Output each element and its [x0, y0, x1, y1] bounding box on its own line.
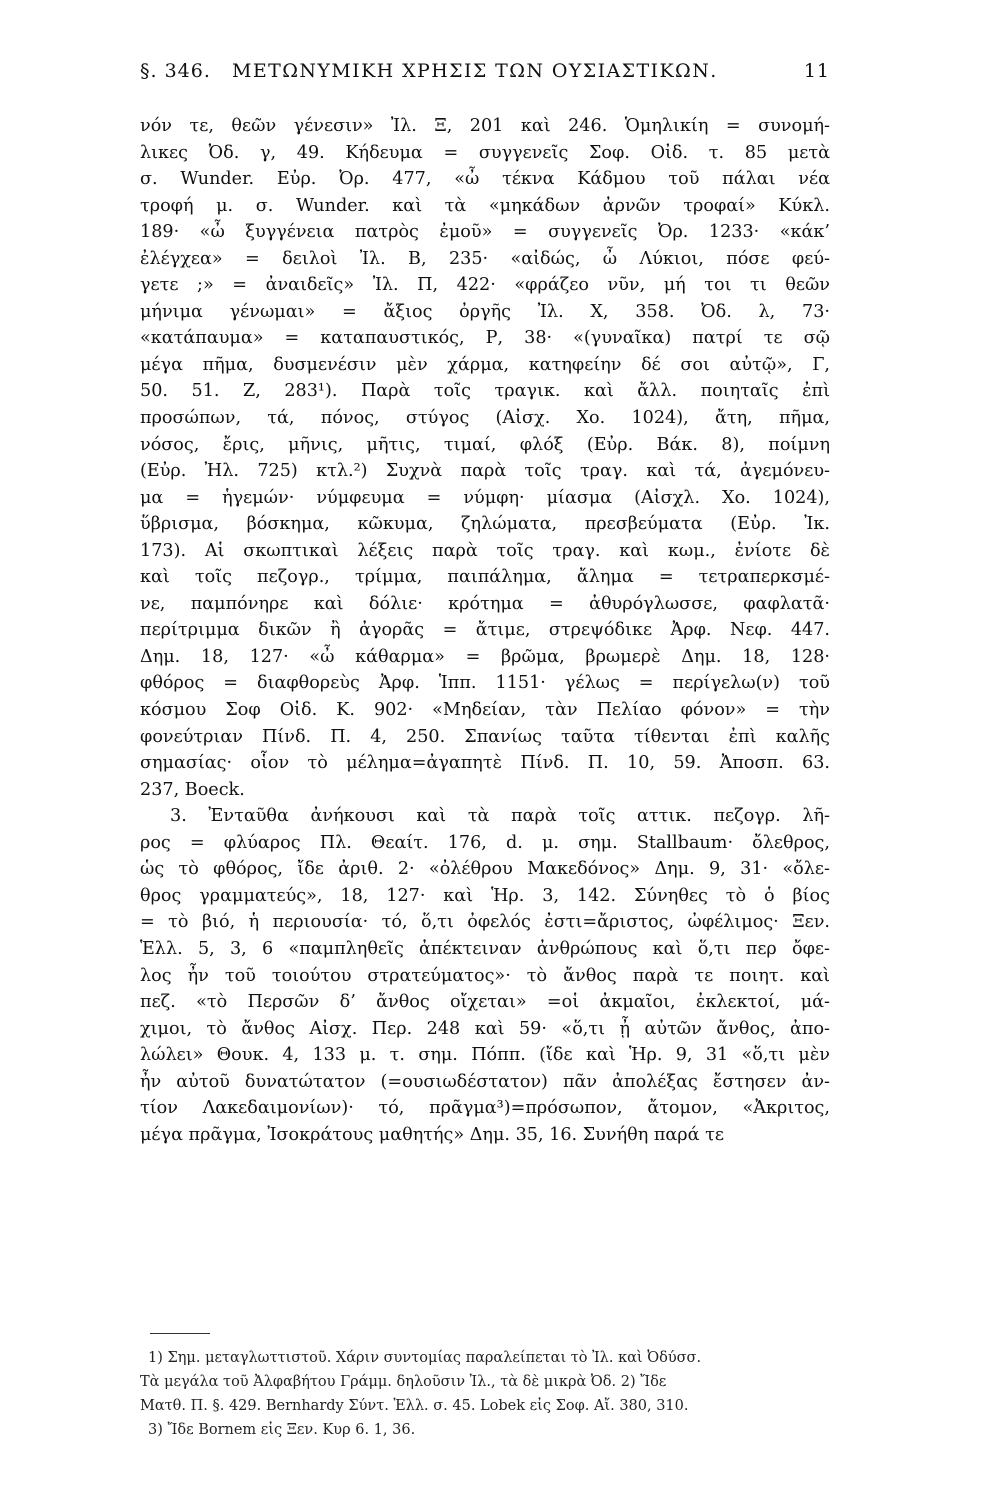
- page-number: 11: [803, 60, 830, 82]
- text-line: 173). Αἱ σκωπτικαὶ λέξεις παρὰ τοῖς τραγ. καὶ κωμ., ἐνίοτε δὲ: [140, 540, 830, 561]
- text-line: νε, παμπόνηρε καὶ δόλιε· κρότημα = ἀθυρόγλωσσε, φαφλατᾶ·: [140, 593, 830, 614]
- text-line: ὡς τὸ φθόρος, ἴδε ἀριθ. 2· «ὀλέθρου Μακεδόνος» Δημ. 9, 31· «ὄλε-: [140, 859, 830, 880]
- text-line: 50. 51. Ζ, 283¹). Παρὰ τοῖς τραγικ. καὶ ἄλλ. ποιηταῖς ἐπὶ: [140, 381, 830, 402]
- footnote-rule: [150, 1333, 210, 1334]
- running-header: [140, 60, 830, 92]
- running-title: ΜΕΤΩΝΥΜΙΚΗ ΧΡΗΣΙΣ ΤΩΝ ΟΥΣΙΑΣΤΙΚΩΝ.: [232, 60, 718, 82]
- footnotes: [140, 1346, 830, 1442]
- text-line: προσώπων, τά, πόνος, στύγος (Αἰσχ. Χο. 1024), ἄτη, πῆμα,: [140, 408, 830, 429]
- text-line: μέγα πῆμα, δυσμενέσιν μὲν χάρμα, κατηφείην δέ σοι αὐτῷ», Γ,: [140, 354, 830, 375]
- text-line: λος ἦν τοῦ τοιούτου στρατεύματος»· τὸ ἄνθος παρὰ τε ποιητ. καὶ: [140, 965, 830, 986]
- text-line: μα = ἡγεμών· νύμφευμα = νύμφη· μίασμα (Αἰσχλ. Χο. 1024),: [140, 487, 830, 508]
- text-line: Ἑλλ. 5, 3, 6 «παμπληθεῖς ἀπέκτειναν ἀνθρώπους καὶ ὅ,τι περ ὄφε-: [140, 938, 830, 959]
- text-line: λικες Ὀδ. γ, 49. Κήδευμα = συγγενεῖς Σοφ. Οἰδ. τ. 85 μετὰ: [140, 142, 830, 163]
- text-line: καὶ τοῖς πεζογρ., τρίμμα, παιπάλημα, ἄλημα = τετραπερκσμέ-: [140, 567, 830, 588]
- footnote-line: 1) Σημ. μεταγλωττιστοῦ. Χάριν συντομίας παραλείπεται τὸ Ἰλ. καὶ Ὀδύσσ.: [148, 1350, 702, 1366]
- text-line: σημασίας· οἷον τὸ μέλημα=ἀγαπητὲ Πίνδ. Π. 10, 59. Ἀποσπ. 63.: [140, 753, 830, 774]
- text-line: σ. Wunder. Εὐρ. Ὀρ. 477, «ὦ τέκνα Κάδμου τοῦ πάλαι νέα: [140, 169, 830, 190]
- body-text: [140, 113, 830, 1148]
- section-number: §. 346.: [140, 60, 211, 82]
- text-line: ἐλέγχεα» = δειλοὶ Ἰλ. Β, 235· «αἰδώς, ὦ Λύκιοι, πόσε φεύ-: [140, 248, 830, 269]
- text-line: τροφή μ. σ. Wunder. καὶ τὰ «μηκάδων ἀρνῶν τροφαί» Κύκλ.: [140, 195, 830, 216]
- text-line: 189· «ὦ ξυγγένεια πατρὸς ἐμοῦ» = συγγενεῖς Ὀρ. 1233· «κάκ’: [140, 222, 830, 243]
- text-line: περίτριμμα δικῶν ἢ ἀγορᾶς = ἄτιμε, στρεψόδικε Ἀρφ. Νεφ. 447.: [140, 620, 830, 641]
- text-line: 3. Ἐνταῦθα ἀνήκουσι καὶ τὰ παρὰ τοῖς αττικ. πεζογρ. λῆ-: [170, 806, 830, 827]
- text-line: (Εὐρ. Ἠλ. 725) κτλ.²) Συχνὰ παρὰ τοῖς τραγ. καὶ τά, ἀγεμόνευ-: [140, 461, 830, 482]
- text-line: μέγα πρᾶγμα, Ἰσοκράτους μαθητής» Δημ. 35, 16. Συνήθη παρά τε: [140, 1124, 724, 1145]
- text-line: ἦν αὐτοῦ δυνατώτατον (=ουσιωδέστατον) πᾶν ἀπολέξας ἔστησεν ἀν-: [140, 1071, 830, 1092]
- text-line: χιμοι, τὸ ἄνθος Αἰσχ. Περ. 248 καὶ 59· «ὅ,τι ᾖ αὐτῶν ἄνθος, ἀπο-: [140, 1018, 830, 1039]
- text-line: φονεύτριαν Πίνδ. Π. 4, 250. Σπανίως ταῦτα τίθενται ἐπὶ καλῆς: [140, 726, 830, 747]
- text-line: λώλει» Θουκ. 4, 133 μ. τ. σημ. Πόππ. (ἴδε καὶ Ἡρ. 9, 31 «ὅ,τι μὲν: [140, 1045, 830, 1066]
- footnote-line: Τὰ μεγάλα τοῦ Ἀλφαβήτου Γράμμ. δηλοῦσιν Ἰλ., τὰ δὲ μικρὰ Ὀδ. 2) Ἴδε: [140, 1374, 667, 1390]
- text-line: νόσος, ἔρις, μῆνις, μῆτις, τιμαί, φλόξ (Εὐρ. Βάκ. 8), ποίμνη: [140, 434, 830, 455]
- text-line: κόσμου Σοφ Οἰδ. Κ. 902· «Μηδείαν, τὰν Πελίαο φόνον» = τὴν: [140, 700, 830, 721]
- text-line: τίον Λακεδαιμονίων)· τό, πρᾶγμα³)=πρόσωπον, ἄτομον, «Ἀκριτος,: [140, 1098, 830, 1119]
- text-line: μήνιμα γένωμαι» = ἄξιος ὀργῆς Ἰλ. Χ, 358. Ὀδ. λ, 73·: [140, 301, 830, 322]
- text-line: = τὸ βιό, ἡ περιουσία· τό, ὅ,τι ὀφελός ἐστι=ἄριστος, ὠφέλιμος· Ξεν.: [140, 912, 830, 933]
- footnote-line: Ματθ. Π. §. 429. Bernhardy Σύντ. Ἑλλ. σ. 45. Lobek εἰς Σοφ. Αἴ. 380, 310.: [140, 1398, 689, 1414]
- text-line: ὕβρισμα, βόσκημα, κῶκυμα, ζηλώματα, πρεσβεύματα (Εὐρ. Ἰκ.: [140, 514, 830, 535]
- text-line: «κατάπαυμα» = καταπαυστικός, Ρ, 38· «(γυναῖκα) πατρί τε σῷ: [140, 328, 830, 349]
- text-line: 237, Boeck.: [140, 779, 245, 800]
- text-line: Δημ. 18, 127· «ὦ κάθαρμα» = βρῶμα, βρωμερὲ Δημ. 18, 128·: [140, 646, 830, 667]
- text-line: νόν τε, θεῶν γένεσιν» Ἰλ. Ξ, 201 καὶ 246. Ὁμηλικίη = συνομή-: [140, 116, 830, 136]
- text-line: πεζ. «τὸ Περσῶν δ’ ἄνθος οἴχεται» =οἱ ἀκμαῖοι, ἐκλεκτοί, μά-: [140, 992, 830, 1013]
- text-line: φθόρος = διαφθορεὺς Ἀρφ. Ἱππ. 1151· γέλως = περίγελω(ν) τοῦ: [140, 673, 830, 694]
- text-line: ρος = φλύαρος Πλ. Θεαίτ. 176, d. μ. σημ. Stallbaum· ὄλεθρος,: [140, 832, 830, 853]
- footnote-line: 3) Ἴδε Bornem εἰς Ξεν. Κυρ 6. 1, 36.: [148, 1422, 416, 1438]
- text-line: θρος γραμματεύς», 18, 127· καὶ Ἡρ. 3, 142. Σύνηθες τὸ ὁ βίος: [140, 885, 830, 906]
- text-line: γετε ;» = ἀναιδεῖς» Ἰλ. Π, 422· «φράζεο νῦν, μή τοι τι θεῶν: [140, 275, 830, 296]
